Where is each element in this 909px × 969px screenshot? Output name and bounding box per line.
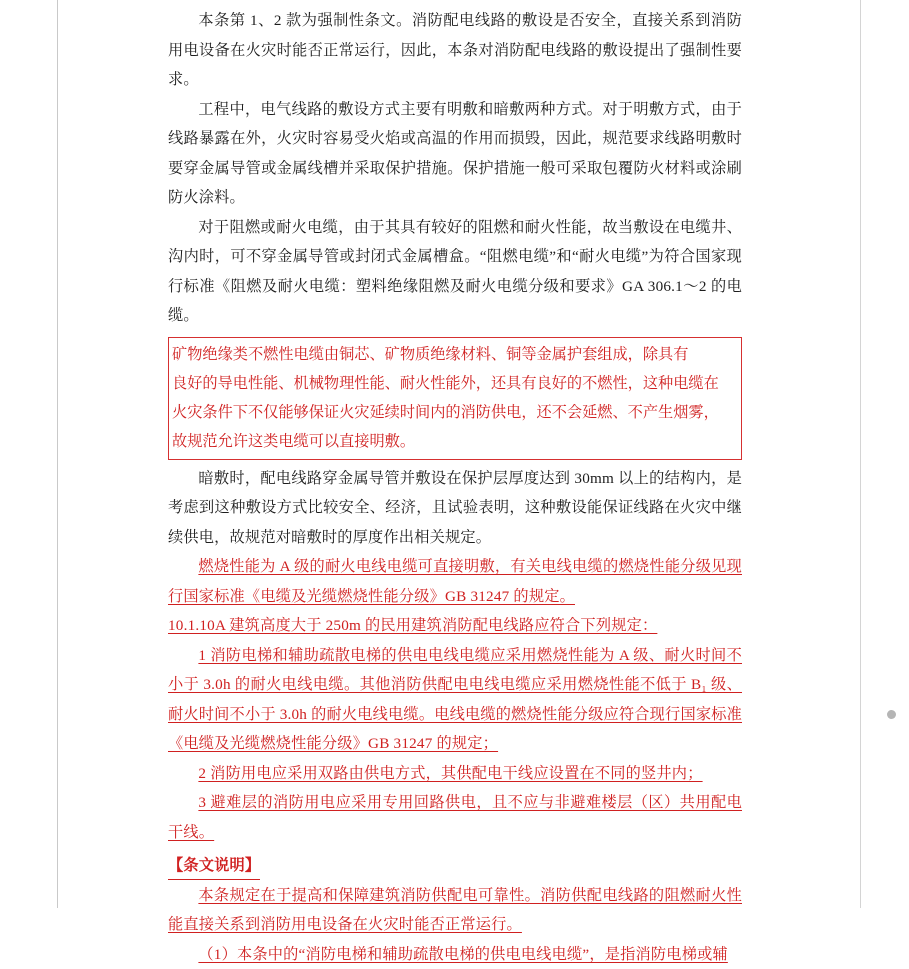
scroll-indicator-dot[interactable] — [887, 710, 896, 719]
clause-item-3: 3 避难层的消防用电应采用专用回路供电，且不应与非避难楼层（区）共用配电干线。 — [168, 788, 742, 847]
page-left-margin-rule — [57, 0, 58, 908]
paragraph-1: 本条第 1、2 款为强制性条文。消防配电线路的敷设是否安全，直接关系到消防用电设备在火灾时能否正常运行，因此，本条对消防配电线路的敷设提出了强制性要求。 — [168, 6, 742, 95]
document-body — [168, 0, 742, 969]
explanation-heading-wrap — [168, 851, 742, 881]
clause-item-1: 1 消防电梯和辅助疏散电梯的供电电线电缆应采用燃烧性能为 A 级、耐火时间不小于 3.0h 的耐火电线电缆。其他消防供配电电线电缆应采用燃烧性能不低于 B₁ 级、耐火时间不小于 3.0h 的耐火电线电缆。电线电缆的燃烧性能分级应符合现行国家标准《电缆及光缆燃烧性能分级》GB 31247 的规定； — [168, 641, 742, 759]
explanation-paragraph-1: 本条规定在于提高和保障建筑消防供配电可靠性。消防供配电线路的阻燃耐火性能直接关系到消防用电设备在火灾时能否正常运行。 — [168, 881, 742, 940]
explanation-paragraph-2: （1）本条中的“消防电梯和辅助疏散电梯的供电电线电缆”，是指消防电梯或辅 — [168, 940, 742, 969]
page-right-margin-rule — [860, 0, 861, 908]
boxed-note-line-3: 火灾条件下不仅能够保证火灾延续时间内的消防供电，还不会延燃、不产生烟雾， — [172, 398, 738, 427]
paragraph-5: 燃烧性能为 A 级的耐火电线电缆可直接明敷，有关电线电缆的燃烧性能分级见现行国家标准《电缆及光缆燃烧性能分级》GB 31247 的规定。 — [168, 552, 742, 611]
boxed-note-line-2: 良好的导电性能、机械物理性能、耐火性能外，还具有良好的不燃性，这种电缆在 — [172, 369, 738, 398]
boxed-note-line-1: 矿物绝缘类不燃性电缆由铜芯、矿物质绝缘材料、铜等金属护套组成，除具有 — [172, 340, 738, 369]
boxed-note-line-4: 故规范允许这类电缆可以直接明敷。 — [172, 427, 738, 456]
clause-10-1-10a: 10.1.10A 建筑高度大于 250m 的民用建筑消防配电线路应符合下列规定： — [168, 611, 742, 641]
paragraph-2: 工程中，电气线路的敷设方式主要有明敷和暗敷两种方式。对于明敷方式，由于线路暴露在外，火灾时容易受火焰或高温的作用而损毁，因此，规范要求线路明敷时要穿金属导管或金属线槽并采取保护措施。保护措施一般可采取包覆防火材料或涂刷防火涂料。 — [168, 95, 742, 213]
paragraph-3: 对于阻燃或耐火电缆，由于其具有较好的阻燃和耐火性能，故当敷设在电缆井、沟内时，可不穿金属导管或封闭式金属槽盒。“阻燃电缆”和“耐火电缆”为符合国家现行标准《阻燃及耐火电缆：塑料绝缘阻燃及耐火电缆分级和要求》GA 306.1～2 的电缆。 — [168, 213, 742, 331]
paragraph-4: 暗敷时，配电线路穿金属导管并敷设在保护层厚度达到 30mm 以上的结构内，是考虑到这种敷设方式比较安全、经济，且试验表明，这种敷设能保证线路在火灾中继续供电，故规范对暗敷时的厚度作出相关规定。 — [168, 464, 742, 553]
clause-item-2: 2 消防用电应采用双路由供电方式，其供配电干线应设置在不同的竖井内； — [168, 759, 742, 789]
explanation-heading: 【条文说明】 — [168, 853, 260, 880]
boxed-note — [168, 337, 742, 460]
